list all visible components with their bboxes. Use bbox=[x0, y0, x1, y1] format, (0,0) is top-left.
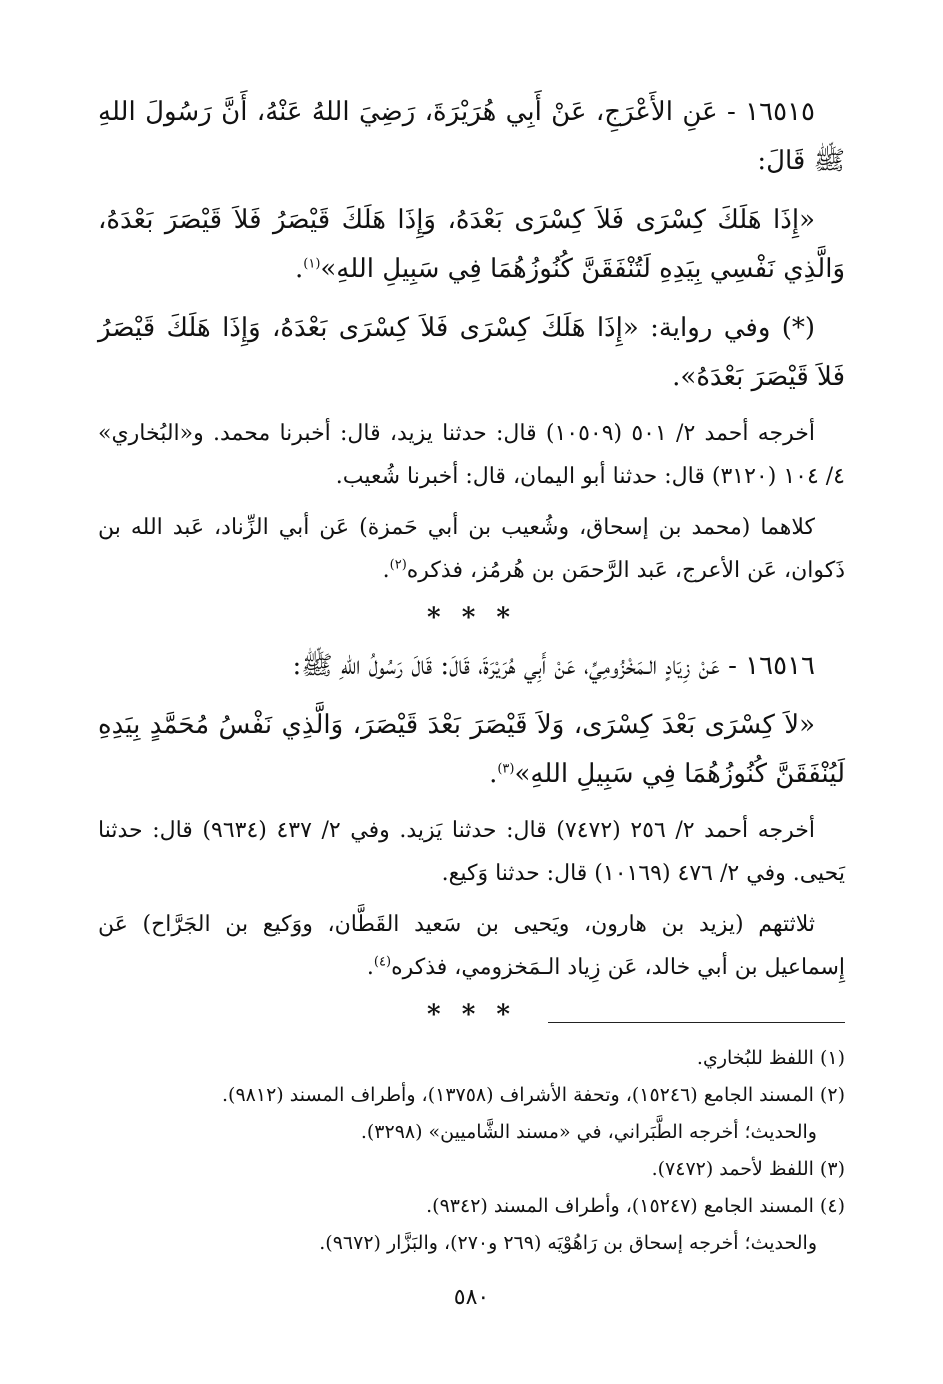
footnotes bbox=[98, 1040, 845, 1262]
footnote-divider bbox=[548, 1022, 845, 1023]
hadith-16516-intro: ١٦٥١٦ - عَنْ زِيَادٍ الـمَخْزُومِيِّ، عَنْ أَبِي هُرَيْرَةَ، قَالَ: قَالَ رَسُولُ اللهِ ﷺ: bbox=[292, 651, 815, 681]
hadith-16515-takhrij-2-text: كلاهما (محمد بن إسحاق، وشُعيب بن أبي حَمزة) عَن أبي الزِّناد، عَبد الله بن ذَكوان، عَن الأعرج، عَبد الرَّحمَن بن هُرمُز، فذكره bbox=[98, 515, 845, 583]
footnote-ref-4: (٤) bbox=[373, 954, 392, 970]
hadith-16516-takhrij-2: ثلاثتهم (يزيد بن هارون، ويَحيى بن سَعيد القَطَّان، ووَكيع بن الجَرَّاح) عَن إِسماعيل بن أبي خالد، عَن زِياد الـمَخزومي، فذكره$^{(٤)}$. bbox=[98, 912, 845, 980]
page-number: ٥٨٠ bbox=[453, 1285, 490, 1310]
hadith-16515-riwaya: (*) وفي رواية: «إِذَا هَلَكَ كِسْرَى فَلاَ كِسْرَى بَعْدَهُ، وَإِذَا هَلَكَ قَيْصَرُ فَلاَ قَيْصَرَ بَعْدَهُ». bbox=[98, 313, 845, 392]
footnote-ref-2: (٢) bbox=[389, 557, 407, 573]
hadith-16515-takhrij-2: كلاهما (محمد بن إسحاق، وشُعيب بن أبي حَمزة) عَن أبي الزِّناد، عَبد الله بن ذَكوان، عَن الأعرج، عَبد الرَّحمَن بن هُرمُز، فذكره$^{(٢)}$. bbox=[98, 515, 845, 583]
footnote-ref-3: (٣) bbox=[497, 761, 515, 777]
hadith-16515-takhrij-1: أخرجه أحمد ٢/ ٥٠١ (١٠٥٠٩) قال: حدثنا يزيد، قال: أخبرنا محمد. و«البُخاري» ٤/ ١٠٤ (٣١٢٠) قال: حدثنا أبو اليمان، قال: أخبرنا شُعيب. bbox=[98, 421, 845, 489]
footnote-4: (٤) المسند الجامع (١٥٢٤٧)، وأطراف المسند (٩٣٤٢). bbox=[426, 1195, 845, 1217]
footnote-1: (١) اللفظ للبُخاري. bbox=[696, 1047, 845, 1069]
hadith-16515-intro: ١٦٥١٥ - عَنِ الأَعْرَجِ، عَنْ أَبِي هُرَيْرَةَ، رَضِيَ اللهُ عَنْهُ، أَنَّ رَسُولَ اللهِ ﷺ قَالَ: bbox=[98, 97, 845, 176]
hadith-16516-takhrij-2-text: ثلاثتهم (يزيد بن هارون، ويَحيى بن سَعيد القَطَّان، ووَكيع بن الجَرَّاح) عَن إِسماعيل بن أبي خالد، عَن زِياد الـمَخزومي، فذكره bbox=[98, 912, 845, 980]
hadith-16515-matn: «إِذَا هَلَكَ كِسْرَى فَلاَ كِسْرَى بَعْدَهُ، وَإِذَا هَلَكَ قَيْصَرُ فَلاَ قَيْصَرَ بَعْدَهُ، وَالَّذِي نَفْسِي بِيَدِهِ لَتُنْفَقَنَّ كُنُوزُهُمَا فِي سَبِيلِ اللهِ» bbox=[98, 205, 845, 284]
hadith-16516-matn: «لاَ كِسْرَى بَعْدَ كِسْرَى، وَلاَ قَيْصَرَ بَعْدَ قَيْصَرَ، وَالَّذِي نَفْسُ مُحَمَّدٍ بِيَدِهِ لَيُنْفَقَنَّ كُنُوزُهُمَا فِي سَبِيلِ اللهِ» bbox=[98, 710, 845, 789]
footnote-4-continued: والحديث؛ أخرجه إسحاق بن رَاهُوْيَه (٢٦٩ و٢٧٠)، والبَزَّار (٩٦٧٢). bbox=[319, 1232, 817, 1254]
footnote-ref-1: (١) bbox=[303, 256, 321, 272]
section-separator: * * * bbox=[427, 603, 516, 633]
hadith-16516-text: «لاَ كِسْرَى بَعْدَ كِسْرَى، وَلاَ قَيْصَرَ بَعْدَ قَيْصَرَ، وَالَّذِي نَفْسُ مُحَمَّدٍ بِيَدِهِ لَيُنْفَقَنَّ كُنُوزُهُمَا فِي سَبِيلِ اللهِ»$^{(٣)}$. bbox=[98, 710, 845, 789]
footnote-2: (٢) المسند الجامع (١٥٢٤٦)، وتحفة الأشراف (١٣٧٥٨)، وأطراف المسند (٩٨١٢). bbox=[222, 1084, 845, 1106]
hadith-16515-text: «إِذَا هَلَكَ كِسْرَى فَلاَ كِسْرَى بَعْدَهُ، وَإِذَا هَلَكَ قَيْصَرُ فَلاَ قَيْصَرَ بَعْدَهُ، وَالَّذِي نَفْسِي بِيَدِهِ لَتُنْفَقَنَّ كُنُوزُهُمَا فِي سَبِيلِ اللهِ»$^{(١)}$. bbox=[98, 205, 845, 284]
footnote-2-continued: والحديث؛ أخرجه الطَّبَراني، في «مسند الشَّاميين» (٣٢٩٨). bbox=[360, 1121, 817, 1143]
section-separator: * * * bbox=[427, 1000, 516, 1030]
main-text bbox=[98, 88, 845, 1039]
hadith-16516-takhrij-1: أخرجه أحمد ٢/ ٢٥٦ (٧٤٧٢) قال: حدثنا يَزيد. وفي ٢/ ٤٣٧ (٩٦٣٤) قال: حدثنا يَحيى. وفي ٢/ ٤٧٦ (١٠١٦٩) قال: حدثنا وَكيع. bbox=[98, 818, 845, 886]
footnote-3: (٣) اللفظ لأحمد (٧٤٧٢). bbox=[651, 1158, 845, 1180]
